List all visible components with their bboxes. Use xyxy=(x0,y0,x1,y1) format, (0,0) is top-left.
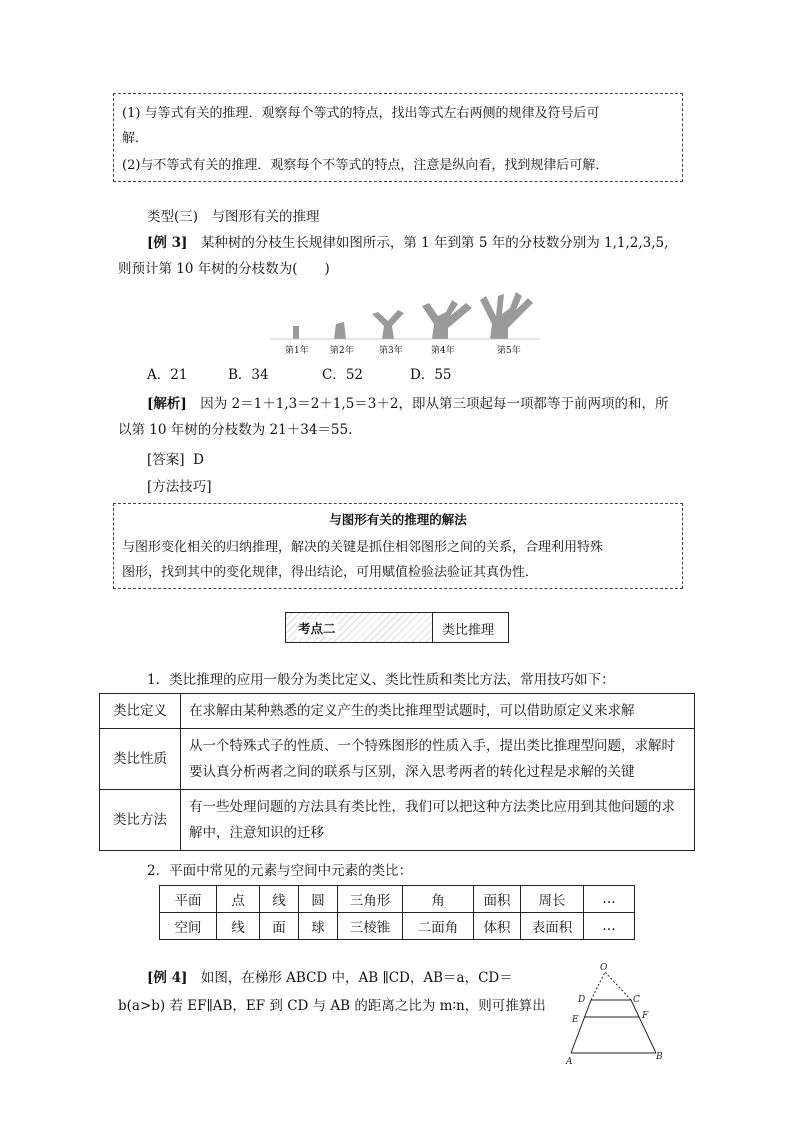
plane-cell: 平面 xyxy=(160,886,217,913)
option-c: C．52 xyxy=(322,367,364,383)
point-1-text: 1．类比推理的应用一般分为类比定义、类比性质和类比方法，常用技巧如下： xyxy=(147,672,615,688)
space-cell: 三棱锥 xyxy=(338,913,403,940)
label-d: D xyxy=(578,995,586,1005)
label-c: C xyxy=(633,995,640,1005)
technique-desc xyxy=(181,729,695,790)
tree-year-4 xyxy=(422,300,472,339)
plane-cell: 三角形 xyxy=(338,886,403,913)
tree-year-5 xyxy=(480,292,533,339)
plane-cell: 圆 xyxy=(299,886,338,913)
rule-box-2 xyxy=(113,503,683,589)
technique-desc xyxy=(181,790,695,851)
label-b: B xyxy=(656,1052,663,1062)
example-4-line-2: b(a>b) 若 EF∥AB，EF 到 CD 与 AB 的距离之比为 m∶n，则可推算出 xyxy=(118,998,546,1014)
rule-box-2-title: 与图形有关的推理的解法 xyxy=(329,512,467,527)
section-heading: 类型(三) 与图形有关的推理 xyxy=(147,209,320,225)
space-cell: 体积 xyxy=(474,913,521,940)
tree-label-5: 第5年 xyxy=(497,346,521,356)
example-3-line-2: 则预计第 10 年树的分枝数为( ) xyxy=(118,261,330,277)
kaodian-label: 考点二 xyxy=(298,621,336,636)
label-o: O xyxy=(600,963,608,973)
analysis-tag: [解析] xyxy=(147,396,187,412)
technique-desc-line-1: 有一些处理问题的方法具有类比性，我们可以把这种方法类比应用到其他问题的求 xyxy=(189,799,675,815)
example-3-text-1: 某种树的分枝生长规律如图所示，第 1 年到第 5 年的分枝数分别为 1,1,2,3,5, xyxy=(187,235,669,251)
tree-year-2 xyxy=(334,322,346,339)
table-row xyxy=(100,790,695,851)
analysis-text-1: 因为 2＝1＋1,3＝2＋1,5＝3＋2，即从第三项起每一项都等于前两项的和，所 xyxy=(186,396,669,412)
rule-box-2-line-2: 图形，找到其中的变化规律，得出结论，可用赋值检验法验证其真伪性． xyxy=(122,565,539,580)
rule-box-1 xyxy=(113,93,683,182)
kaodian-title: 类比推理 xyxy=(442,623,495,638)
tree-year-1 xyxy=(293,326,299,339)
option-d: D．55 xyxy=(410,367,452,383)
rule-box-2-line-1: 与图形变化相关的归纳推理，解决的关键是抓住相邻图形之间的关系，合理利用特殊 xyxy=(122,540,604,555)
label-a: A xyxy=(566,1057,573,1067)
plane-space-table xyxy=(159,885,635,940)
space-cell: 表面积 xyxy=(521,913,584,940)
plane-cell: 周长 xyxy=(521,886,584,913)
plane-cell: … xyxy=(584,886,635,913)
kaodian-label-cell xyxy=(286,613,433,642)
rule-box-1-line-3: (2)与不等式有关的推理．观察每个不等式的特点，注意是纵向看，找到规律后可解． xyxy=(122,158,609,173)
answer-tag: [答案] xyxy=(147,452,185,468)
option-a: A．21 xyxy=(147,367,188,383)
answer-line xyxy=(147,450,204,470)
analogy-technique-table xyxy=(99,693,695,851)
kaodian-banner xyxy=(285,612,509,643)
tree-label-1: 第1年 xyxy=(285,346,309,356)
plane-cell: 角 xyxy=(403,886,474,913)
example-3-tag: [例 3] xyxy=(147,235,188,251)
example-4-tag: [例 4] xyxy=(147,970,188,986)
technique-desc-line-1: 从一个特殊式子的性质、一个特殊图形的性质入手，提出类比推理型问题，求解时 xyxy=(189,738,675,754)
rule-box-1-line-2: 解． xyxy=(122,131,149,146)
space-cell: … xyxy=(584,913,635,940)
plane-cell: 面积 xyxy=(474,886,521,913)
point-2-text: 2．平面中常见的元素与空间中元素的类比： xyxy=(147,863,413,879)
technique-name: 类比方法 xyxy=(100,790,181,851)
table-row xyxy=(100,729,695,790)
technique-desc-line-2: 要认真分析两者之间的联系与区别，深入思考两者的转化过程是求解的关键 xyxy=(189,764,635,780)
rule-box-1-line-1: (1) 与等式有关的推理．观察每个等式的特点，找出等式左右两侧的规律及符号后可 xyxy=(122,106,600,121)
example-4-text-1: 如图，在梯形 ABCD 中，AB ∥CD，AB＝a，CD＝ xyxy=(187,970,513,986)
table-row xyxy=(160,886,635,913)
tree-label-2: 第2年 xyxy=(330,346,354,356)
table-row xyxy=(160,913,635,940)
space-cell: 二面角 xyxy=(403,913,474,940)
method-tag: [方法技巧] xyxy=(147,479,212,495)
example-3-line-1 xyxy=(147,233,668,253)
plane-cell: 线 xyxy=(260,886,299,913)
space-cell: 线 xyxy=(217,913,260,940)
option-b: B．34 xyxy=(228,367,269,383)
example-4-line-1 xyxy=(147,968,513,988)
tree-year-3 xyxy=(372,310,404,339)
space-cell: 面 xyxy=(260,913,299,940)
table-row xyxy=(100,694,695,729)
label-e: E xyxy=(572,1015,579,1025)
technique-desc: 在求解由某种熟悉的定义产生的类比推理型试题时，可以借助原定义来求解 xyxy=(181,694,695,729)
plane-cell: 点 xyxy=(217,886,260,913)
technique-name: 类比性质 xyxy=(100,729,181,790)
space-cell: 球 xyxy=(299,913,338,940)
space-cell: 空间 xyxy=(160,913,217,940)
tree-label-4: 第4年 xyxy=(431,346,455,356)
trapezoid-figure xyxy=(560,960,670,1072)
tree-label-3: 第3年 xyxy=(379,346,403,356)
analysis-line-1 xyxy=(147,394,668,414)
analysis-line-2: 以第 10 年树的分枝数为 21＋34＝55. xyxy=(118,422,353,438)
label-f: F xyxy=(642,1011,649,1021)
technique-name: 类比定义 xyxy=(100,694,181,729)
answer-value: D xyxy=(193,452,204,468)
technique-desc-line-2: 解中，注意知识的迁移 xyxy=(189,825,324,841)
